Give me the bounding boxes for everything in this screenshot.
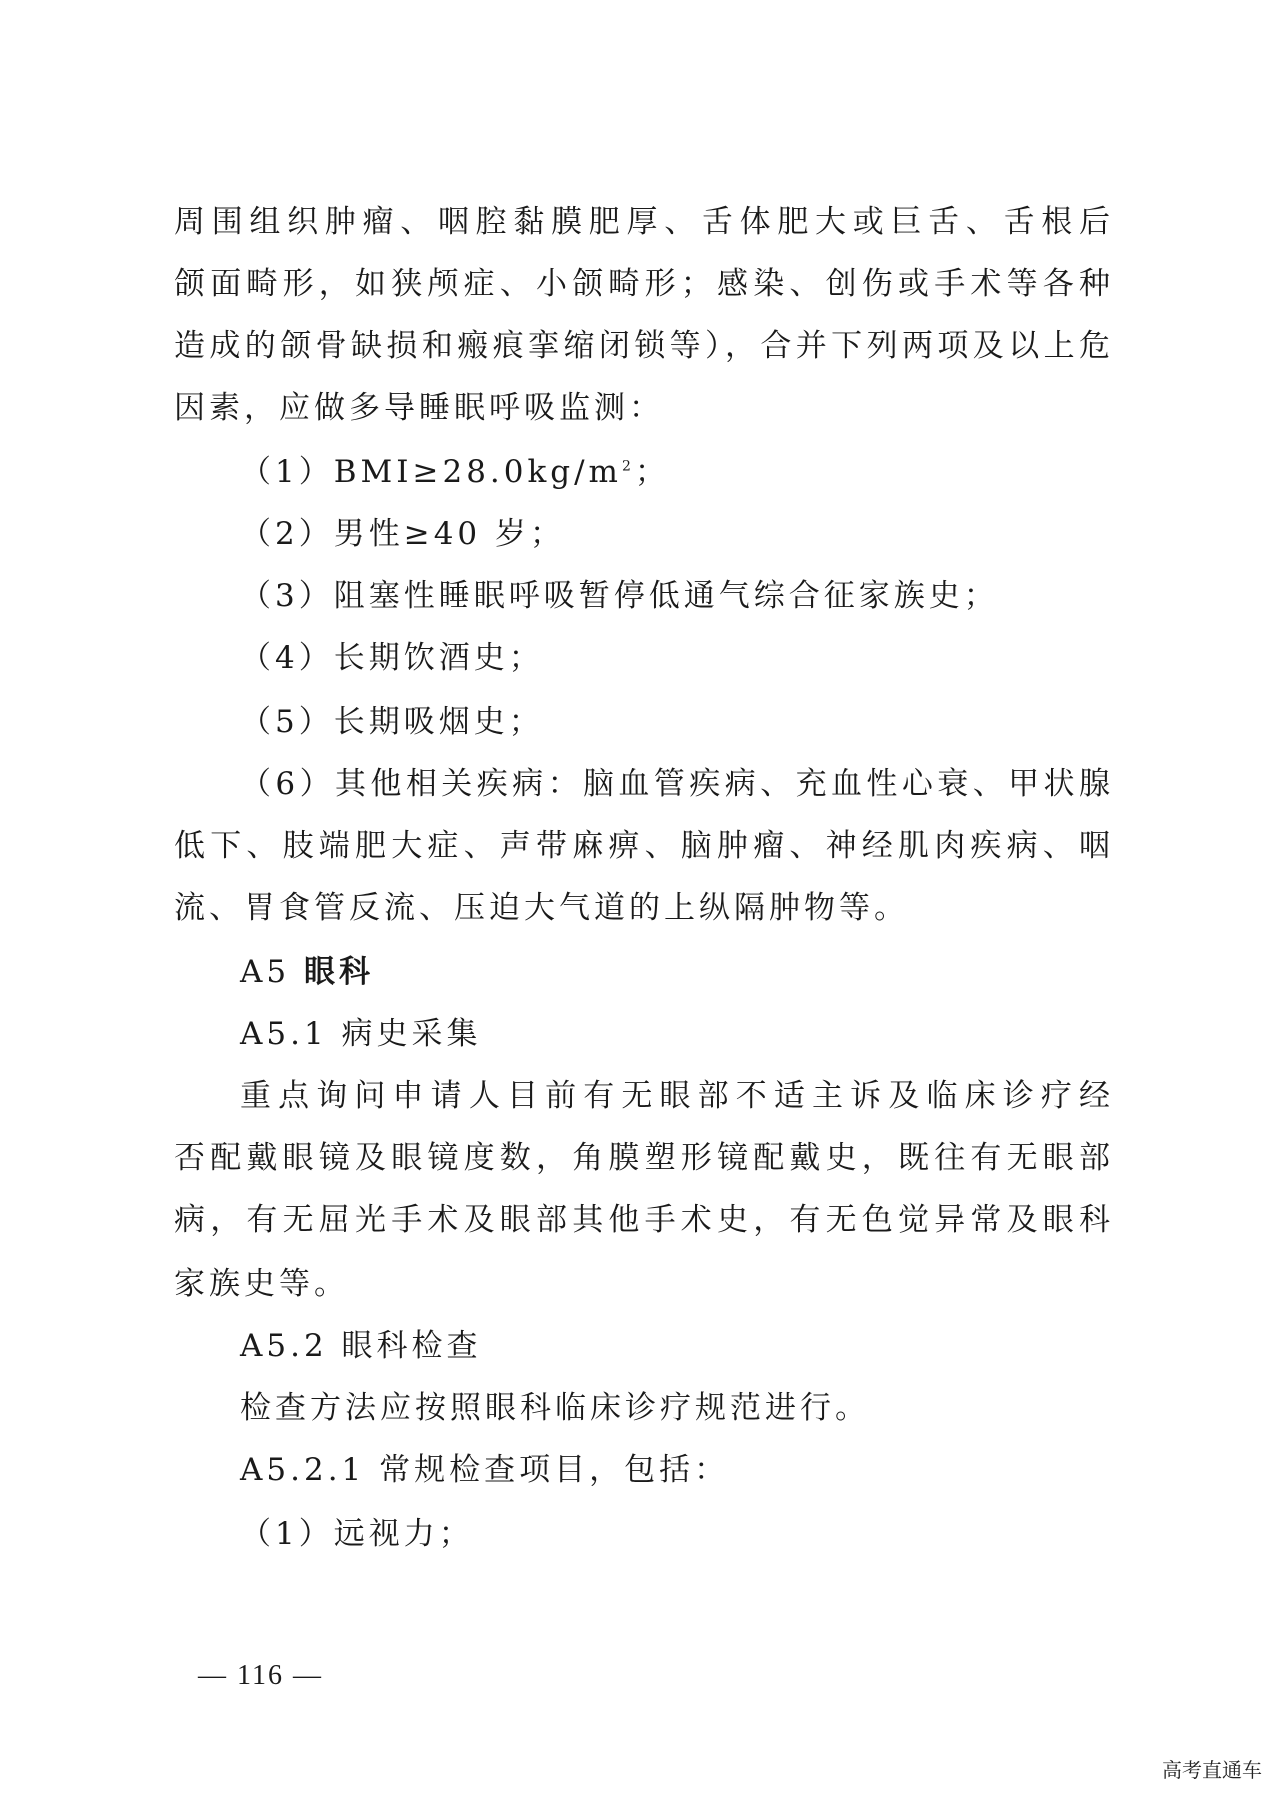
- paragraph-line-2: 颌面畸形，如狭颅症、小颌畸形；感染、创伤或手术等各种: [174, 266, 1114, 302]
- page-number: — 116 —: [198, 1660, 323, 1691]
- paragraph-2-line-2: 否配戴眼镜及眼镜度数，角膜塑形镜配戴史，既往有无眼部: [174, 1140, 1114, 1176]
- list-item-2: （2）男性≥40 岁；: [240, 516, 565, 552]
- paragraph-2-line-4: 家族史等。: [174, 1266, 349, 1302]
- list-item-3: （3）阻塞性睡眠呼吸暂停低通气综合征家族史；: [240, 578, 999, 614]
- list-item-4: （4）长期饮酒史；: [240, 640, 544, 676]
- list-item-1: [240, 452, 1114, 492]
- list-item-1-text: （1）BMI≥28.0kg/m: [240, 454, 622, 490]
- subheading-a5-2: A5.2 眼科检查: [240, 1328, 482, 1364]
- paragraph-2-line-1: 重点询问申请人目前有无眼部不适主诉及临床诊疗经: [240, 1078, 1114, 1114]
- list-item-7: （1）远视力；: [240, 1516, 474, 1552]
- list-item-6-line-2: 低下、肢端肥大症、声带麻痹、脑肿瘤、神经肌肉疾病、咽: [174, 828, 1114, 864]
- paragraph-2-line-3: 病，有无屈光手术及眼部其他手术史，有无色觉异常及眼科: [174, 1202, 1114, 1238]
- section-title: 眼科: [303, 954, 374, 990]
- list-item-6-line-3: 流、胃食管反流、压迫大气道的上纵隔肿物等。: [174, 890, 909, 926]
- paragraph-3: 检查方法应按照眼科临床诊疗规范进行。: [240, 1390, 870, 1426]
- paragraph-line-4: 因素，应做多导睡眠呼吸监测：: [174, 390, 664, 426]
- paragraph-line-1: 周围组织肿瘤、咽腔黏膜肥厚、舌体肥大或巨舌、舌根后: [174, 204, 1114, 240]
- superscript-2: 2: [621, 458, 635, 475]
- subheading-a5-2-1: A5.2.1 常规检查项目，包括：: [240, 1452, 730, 1488]
- section-number: A5: [240, 954, 304, 990]
- section-heading-a5: [240, 952, 1114, 992]
- list-item-1-end: ；: [634, 454, 670, 490]
- watermark: 高考直通车: [1162, 1758, 1262, 1782]
- list-item-5: （5）长期吸烟史；: [240, 704, 544, 740]
- paragraph-line-3: 造成的颌骨缺损和瘢痕挛缩闭锁等），合并下列两项及以上危: [174, 328, 1114, 364]
- subheading-a5-1: A5.1 病史采集: [240, 1016, 482, 1052]
- list-item-6-line-1: （6）其他相关疾病：脑血管疾病、充血性心衰、甲状腺: [240, 766, 1114, 802]
